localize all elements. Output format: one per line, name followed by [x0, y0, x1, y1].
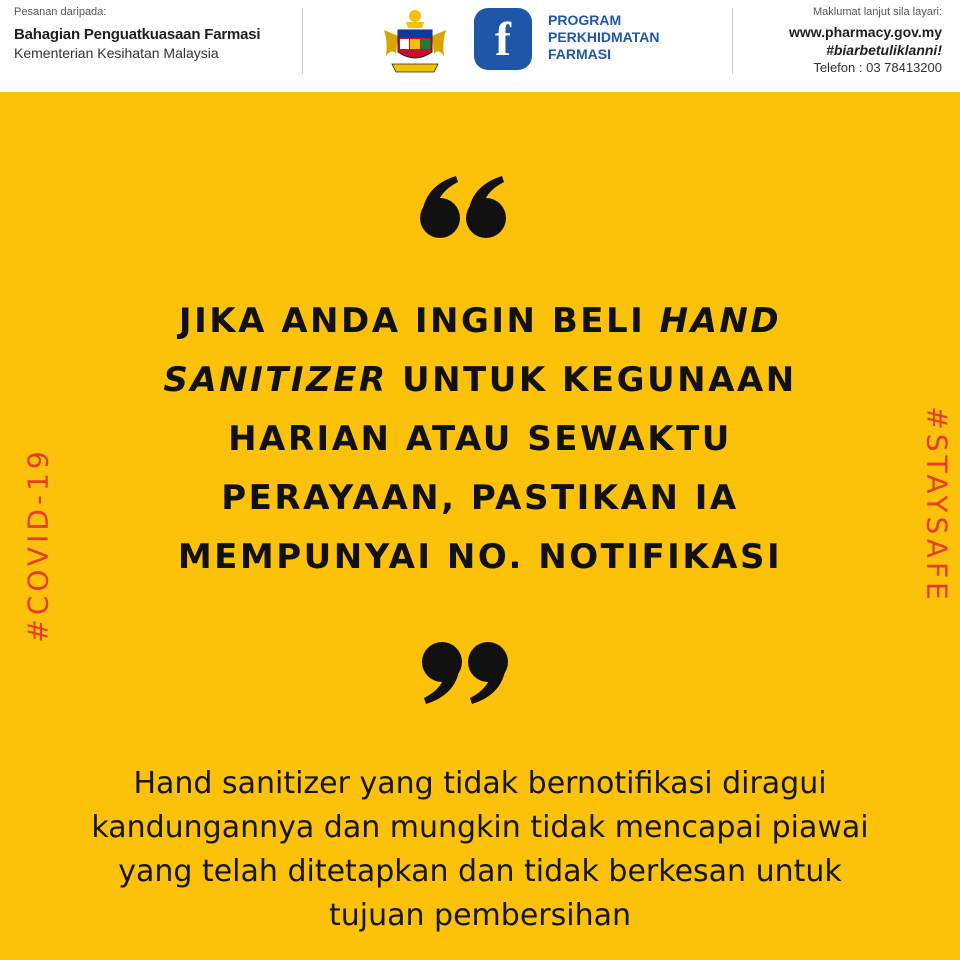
bottom-line-4: tujuan pembersihan: [329, 898, 631, 933]
main-line-4: PERAYAAN, PASTIKAN IA: [221, 478, 739, 518]
malaysia-coat-of-arms-icon: [378, 8, 452, 78]
more-info-label: Maklumat lanjut sila layari:: [813, 6, 942, 18]
org-name: Bahagian Penguatkuasaan Farmasi: [14, 26, 261, 43]
main-message: [100, 292, 860, 587]
open-quote-icon: [418, 176, 510, 240]
hashtag-covid19: #COVID-19: [21, 447, 55, 643]
emphasis-sanitizer: SANITIZER: [163, 360, 388, 400]
website-link[interactable]: www.pharmacy.gov.my: [788, 24, 942, 40]
program-line-3: FARMASI: [548, 46, 611, 62]
bottom-line-1: Hand sanitizer yang tidak bernotifikasi diragui: [133, 766, 827, 801]
header-bar: [0, 0, 960, 92]
hashtag-staysafe: #STAYSAFE: [920, 406, 954, 604]
emphasis-hand: HAND: [659, 301, 782, 341]
bottom-line-2: kandungannya dan mungkin tidak mencapai piawai: [91, 810, 869, 845]
main-line-1: JIKA ANDA INGIN BELI HAND: [178, 301, 782, 341]
header-divider-left: [302, 8, 303, 74]
close-quote-icon: [418, 640, 510, 704]
bottom-line-3: yang telah ditetapkan dan tidak berkesan untuk: [118, 854, 842, 889]
program-name: [548, 12, 698, 63]
from-label: Pesanan daripada:: [14, 6, 107, 18]
program-line-1: PROGRAM: [548, 12, 622, 28]
program-line-2: PERKHIDMATAN: [548, 29, 660, 45]
phone-number: Telefon : 03 78413200: [813, 60, 942, 75]
contact-block: [702, 6, 942, 75]
sender-block: [14, 6, 294, 61]
main-line-5: MEMPUNYAI NO. NOTIFIKASI: [177, 537, 783, 577]
facebook-icon: f: [474, 8, 532, 70]
main-line-2: SANITIZER UNTUK KEGUNAAN: [163, 360, 797, 400]
ministry-name: Kementerian Kesihatan Malaysia: [14, 45, 219, 61]
campaign-hashtag: #biarbetuliklanni!: [826, 42, 942, 58]
main-line-3: HARIAN ATAU SEWAKTU: [228, 419, 732, 459]
bottom-message: [30, 762, 930, 938]
